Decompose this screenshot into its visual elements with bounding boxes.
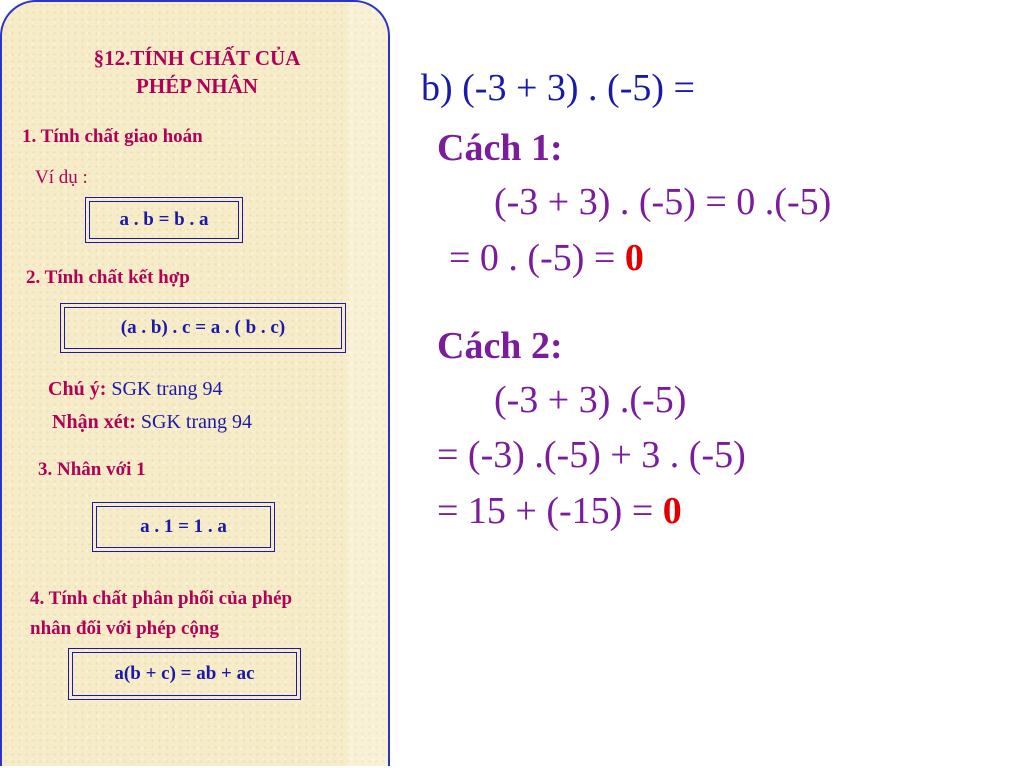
method2-label: Cách 2:	[437, 325, 563, 367]
section4-line2: nhân đối với phép cộng	[30, 618, 219, 639]
method1-expression: = 0 . (-5) =	[449, 237, 625, 279]
method2-line2: = (-3) .(-5) + 3 . (-5)	[437, 434, 746, 476]
formula-box-commutative	[85, 197, 243, 243]
lesson-title	[2, 44, 390, 100]
lesson-title-line2: PHÉP NHÂN	[136, 74, 258, 98]
sidebar-panel	[0, 0, 390, 766]
remark-line	[52, 411, 252, 434]
lesson-title-line1: §12.TÍNH CHẤT CỦA	[93, 46, 301, 70]
formula-box-distributive	[68, 648, 301, 700]
formula-commutative: a . b = b . a	[89, 201, 239, 239]
example-label: Ví dụ :	[35, 167, 88, 188]
panel-shade	[347, 2, 390, 766]
method1-line2	[449, 236, 644, 280]
note-label: Chú ý:	[48, 378, 107, 400]
remark-label: Nhận xét:	[52, 411, 136, 433]
formula-associative: (a . b) . c = a . ( b . c)	[64, 307, 342, 349]
section4-line1: 4. Tính chất phân phối của phép	[30, 588, 293, 609]
remark-value: SGK trang 94	[140, 411, 252, 433]
section1-heading: 1. Tính chất giao hoán	[22, 126, 203, 147]
section3-heading: 3. Nhân với 1	[38, 459, 146, 480]
formula-identity: a . 1 = 1 . a	[96, 506, 271, 548]
formula-distributive: a(b + c) = ab + ac	[72, 652, 297, 696]
problem-statement: b) (-3 + 3) . (-5) =	[421, 67, 695, 109]
method2-result: 0	[662, 490, 682, 532]
method2-line3	[437, 489, 682, 533]
note-line	[48, 378, 222, 401]
note-value: SGK trang 94	[111, 378, 223, 400]
formula-box-associative	[60, 303, 346, 353]
section4-heading	[30, 584, 292, 644]
section2-heading: 2. Tính chất kết hợp	[26, 267, 190, 288]
method2-line1: (-3 + 3) .(-5)	[494, 379, 687, 421]
formula-box-identity	[92, 502, 275, 552]
method1-line1: (-3 + 3) . (-5) = 0 .(-5)	[494, 181, 832, 223]
method2-expression: = 15 + (-15) =	[437, 490, 663, 532]
method1-label: Cách 1:	[437, 127, 563, 169]
method1-result: 0	[624, 237, 644, 279]
